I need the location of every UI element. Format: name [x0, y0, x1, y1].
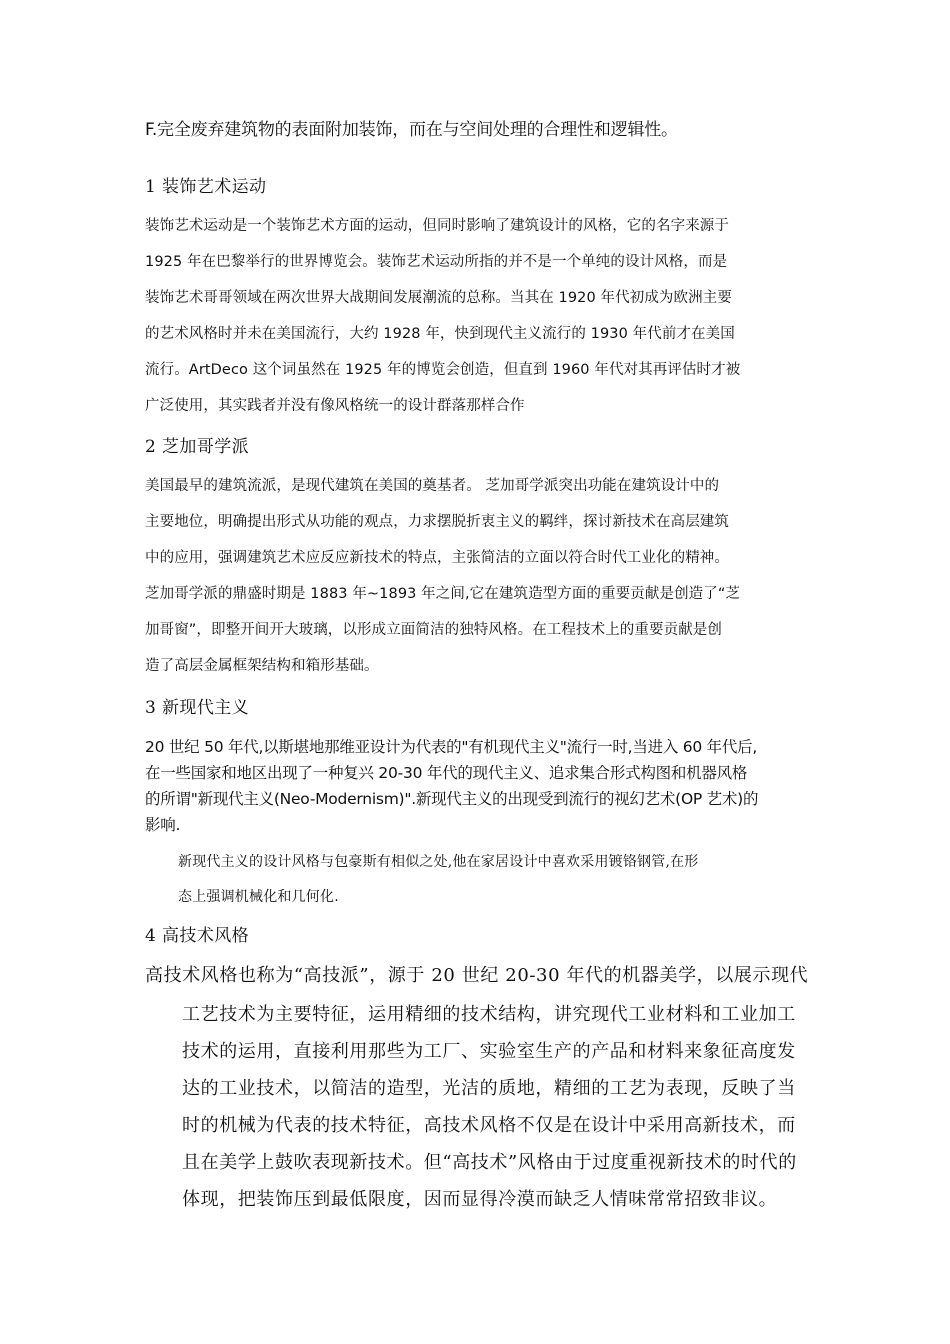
section-3-indent-line: 新现代主义的设计风格与包豪斯有相似之处,他在家居设计中喜欢采用镀铬钢管,在形: [178, 854, 699, 870]
section-3-line: 在一些国家和地区出现了一种复兴 20-30 年代的现代主义、追求集合形式构图和机器风格: [145, 764, 748, 782]
section-2-heading: 2 芝加哥学派: [145, 437, 250, 457]
section-2-line: 美国最早的建筑流派，是现代建筑在美国的奠基者。 芝加哥学派突出功能在建筑设计中的: [145, 478, 720, 494]
section-4-line: 体现，把装饰压到最低限度，因而显得冷漠而缺乏人情味常常招致非议。: [182, 1189, 778, 1210]
section-2-line: 中的应用，强调建筑艺术应反应新技术的特点，主张简洁的立面以符合时代工业化的精神。: [145, 550, 729, 566]
section-1-line: 的艺术风格时并未在美国流行，大约 1928 年，快到现代主义流行的 1930 年代前才在美国: [145, 326, 735, 342]
section-4-line: 工艺技术为主要特征，运用精细的技术结构，讲究现代工业材料和工业加工: [182, 1004, 796, 1025]
section-1-line: 装饰艺术哥哥领域在两次世界大战期间发展潮流的总称。当其在 1920 年代初成为欧洲主要: [145, 290, 732, 306]
section-2-line: 造了高层金属框架结构和箱形基础。: [145, 658, 379, 674]
section-2-line: 主要地位，明确提出形式从功能的观点，力求摆脱折衷主义的羁绊，探讨新技术在高层建筑: [145, 514, 729, 530]
section-3-line: 影响.: [145, 816, 181, 834]
section-4-line: 技术的运用，直接利用那些为工厂、实验室生产的产品和材料来象征高度发: [182, 1041, 796, 1062]
intro-line: F.完全废弃建筑物的表面附加装饰，而在与空间处理的合理性和逻辑性。: [145, 120, 678, 140]
section-2-line: 芝加哥学派的鼎盛时期是 1883 年~1893 年之间,它在建筑造型方面的重要贡献是创造了“芝: [145, 586, 741, 602]
section-2-line: 加哥窗”，即整开间开大玻璃，以形成立面简洁的独特风格。在工程技术上的重要贡献是创: [145, 622, 723, 638]
section-3-indent-line: 态上强调机械化和几何化.: [178, 889, 339, 905]
section-1-line: 1925 年在巴黎举行的世界博览会。装饰艺术运动所指的并不是一个单纯的设计风格，而是: [145, 254, 728, 270]
section-3-heading: 3 新现代主义: [145, 698, 250, 718]
section-3-line: 20 世纪 50 年代,以斯堪地那维亚设计为代表的"有机现代主义"流行一时,当进入 60 年代后,: [145, 738, 758, 756]
section-4-first-line: 高技术风格也称为“高技派”，源于 20 世纪 20-30 年代的机器美学，以展示现代: [145, 965, 809, 986]
section-4-line: 达的工业技术，以简洁的造型，光洁的质地，精细的工艺为表现，反映了当: [182, 1078, 796, 1099]
section-1-line: 装饰艺术运动是一个装饰艺术方面的运动，但同时影响了建筑设计的风格，它的名字来源于: [145, 218, 729, 234]
section-1-line: 流行。ArtDeco 这个词虽然在 1925 年的博览会创造，但直到 1960 年代对其再评估时才被: [145, 362, 741, 378]
section-4-line: 且在美学上鼓吹表现新技术。但“高技术”风格由于过度重视新技术的时代的: [182, 1152, 797, 1173]
section-1-heading: 1 装饰艺术运动: [145, 177, 267, 197]
section-3-line: 的所谓"新现代主义(Neo-Modernism)".新现代主义的出现受到流行的视幻艺术(OP 艺术)的: [145, 790, 759, 808]
section-4-line: 时的机械为代表的技术特征，高技术风格不仅是在设计中采用高新技术，而: [182, 1115, 796, 1136]
section-1-line: 广泛使用，其实践者并没有像风格统一的设计群落那样合作: [145, 398, 525, 414]
section-4-heading: 4 高技术风格: [145, 926, 250, 946]
